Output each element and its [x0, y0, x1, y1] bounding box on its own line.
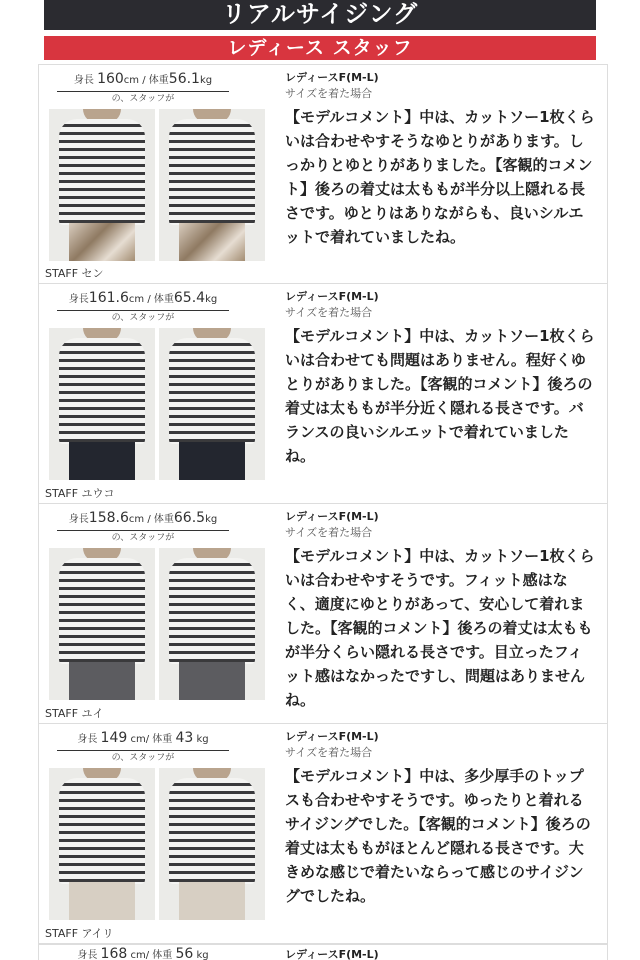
size-subtitle: サイズを着た場合: [285, 306, 373, 319]
back-photo: [159, 768, 265, 920]
weight-unit: kg: [205, 514, 218, 525]
size-title: レディースF(M-L): [285, 510, 379, 523]
fit-comment: 【モデルコメント】中は、カットソー1枚くらいは合わせやすそうなゆとりがあります。しっかりとゆとりがありました。【客観的コメント】後ろの着丈は太ももが半分以上隠れる長さです。ゆとりはありながらも、良いシルエットで着れていましたね。: [285, 108, 595, 246]
size-subtitle: サイズを着た場合: [285, 87, 373, 100]
fit-comment: 【モデルコメント】中は、カットソー1枚くらいは合わせやすそうです。フィット感はなく、適度にゆとりがあって、安心して着れました。【客観的コメント】後ろの着丈は太ももが半分くらい隠れる長さです。目立ったフィット感はなかったですし、問題はありませんね。: [285, 547, 595, 709]
fit-comment: 【モデルコメント】中は、多少厚手のトップスも合わせやすそうです。ゆったりと着れるサイジングでした。【客観的コメント】後ろの着丈は太ももがほとんど隠れる長さです。大きめな感じで着たいならって感じのサイジングでしたね。: [285, 767, 591, 905]
size-subtitle: サイズを着た場合: [285, 526, 373, 539]
size-subtitle: サイズを着た場合: [285, 746, 373, 759]
weight-label: / 体重: [145, 950, 173, 960]
size-title: レディースF(M-L): [285, 71, 379, 84]
staff-caption: の、スタッフが: [111, 753, 175, 763]
weight-value: 66.5: [173, 510, 206, 526]
weight-unit: kg: [199, 75, 213, 86]
staff-caption: の、スタッフが: [111, 94, 175, 104]
back-photo: [159, 109, 265, 261]
staff-caption: の、スタッフが: [111, 313, 175, 323]
weight-label: / 体重: [142, 75, 169, 86]
weight-label: / 体重: [147, 514, 174, 525]
front-photo: [49, 768, 155, 920]
height-value: 161.6: [88, 290, 129, 306]
body-measurements: [57, 69, 229, 92]
weight-unit: kg: [196, 950, 209, 960]
front-photo: [49, 548, 155, 700]
staff-entry: [38, 504, 608, 724]
height-label: 身長: [77, 734, 98, 745]
height-value: 160: [97, 71, 124, 87]
staff-entry: [38, 724, 608, 944]
staff-name: STAFF ユウコ: [45, 487, 115, 500]
height-label: 身長: [73, 75, 94, 86]
page-title: リアルサイジング: [44, 0, 596, 30]
height-label: 身長: [77, 950, 98, 960]
weight-value: 43: [175, 730, 194, 746]
back-photo: [159, 328, 265, 480]
weight-unit: kg: [205, 294, 218, 305]
weight-unit: kg: [196, 734, 209, 745]
height-value: 149: [100, 730, 128, 746]
body-measurements: [57, 508, 229, 531]
weight-label: / 体重: [145, 734, 173, 745]
staff-caption: の、スタッフが: [111, 533, 175, 543]
height-unit: cm: [128, 294, 145, 305]
size-title: レディースF(M-L): [285, 290, 379, 303]
weight-value: 65.4: [173, 290, 206, 306]
height-unit: cm: [130, 734, 146, 745]
height-value: 158.6: [88, 510, 129, 526]
height-label: 身長: [68, 294, 89, 305]
front-photo: [49, 109, 155, 261]
staff-entry-partial: [38, 944, 608, 960]
weight-label: / 体重: [147, 294, 174, 305]
size-title: レディースF(M-L): [285, 730, 379, 743]
staff-entry: [38, 284, 608, 504]
section-subtitle: レディース スタッフ: [44, 36, 596, 60]
height-unit: cm: [130, 950, 146, 960]
body-measurements: [57, 945, 229, 960]
size-title: レディースF(M-L): [285, 948, 379, 960]
body-measurements: [57, 288, 229, 311]
staff-name: STAFF セン: [45, 267, 104, 280]
body-measurements: [57, 728, 229, 751]
height-unit: cm: [128, 514, 145, 525]
height-label: 身長: [68, 514, 89, 525]
staff-name: STAFF ユイ: [45, 707, 104, 720]
back-photo: [159, 548, 265, 700]
height-value: 168: [100, 946, 128, 960]
staff-name: STAFF アイリ: [45, 927, 114, 940]
fit-comment: 【モデルコメント】中は、カットソー1枚くらいは合わせても問題はありません。程好くゆとりがありました。【客観的コメント】後ろの着丈は太ももが半分近く隠れる長さです。バランスの良いシルエットで着れていましたね。: [285, 327, 595, 465]
height-unit: cm: [123, 75, 140, 86]
front-photo: [49, 328, 155, 480]
weight-value: 56.1: [168, 71, 200, 87]
staff-entry: [38, 64, 608, 284]
weight-value: 56: [175, 946, 194, 960]
staff-entries: [38, 64, 608, 944]
